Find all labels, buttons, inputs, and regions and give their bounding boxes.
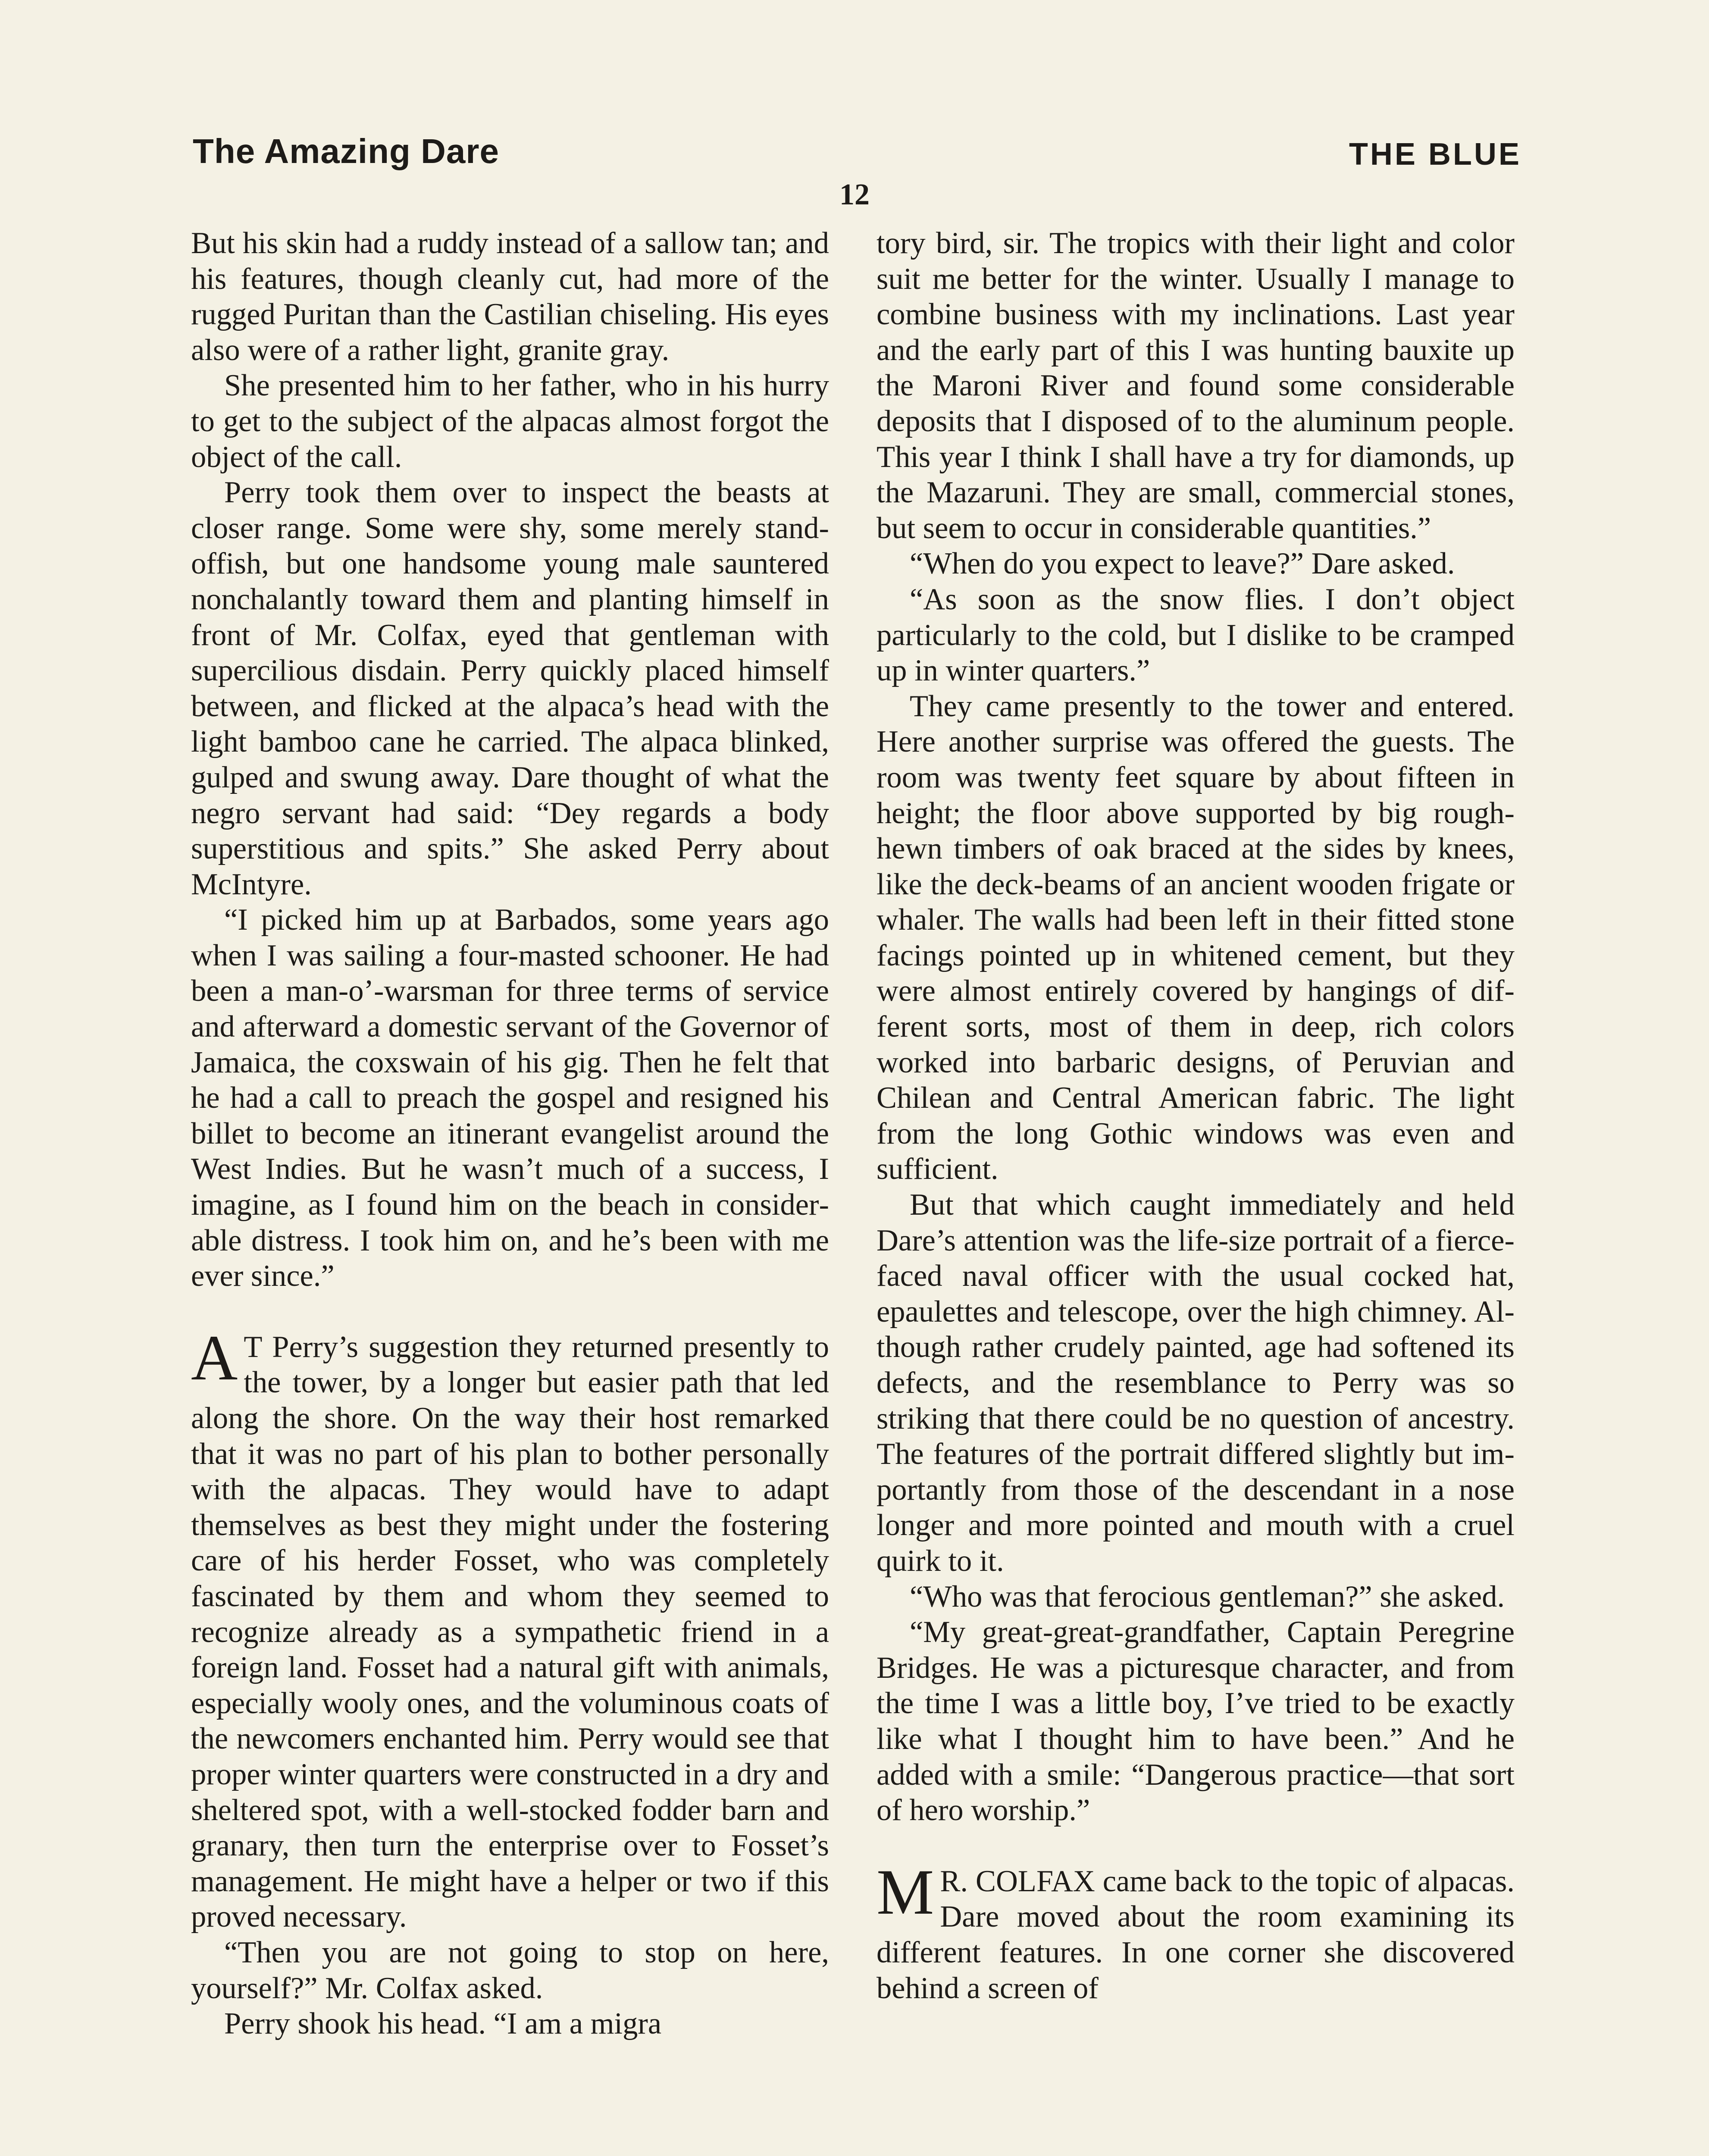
page-number: 12 bbox=[839, 178, 870, 211]
paragraph: “My great-great-grandfather, Captain Peregrine Bridges. He was a picturesque character, and from the time I was a little boy, I’ve tried to be exactly like what I thought him to have been.” And he added with a smile: “Dangerous practice—that sort of hero worship.” bbox=[876, 1615, 1515, 1827]
section-paragraph bbox=[876, 1856, 1515, 2006]
paragraph: “Then you are not going to stop on here, yourself?” Mr. Colfax asked. bbox=[191, 1935, 829, 2005]
left-column bbox=[191, 226, 829, 2042]
paragraph: She presented him to her father, who in his hurry to get to the subject of the alpacas almost forgot the object of the call. bbox=[191, 369, 829, 474]
section-paragraph bbox=[191, 1322, 829, 1935]
paragraph: They came presently to the tower and entered. Here another surprise was offered the guests. The room was twenty feet square by about fifteen in height; the floor above supported by big rough-hewn timbers of oak braced at the sides by knees, like the deck-beams of an ancient wooden frigate or whaler. The walls had been left in their fitted stone facings pointed up in whitened cement, but they were almost entirely covered by hangings of different sorts, most of them in deep, rich colors worked into barbaric designs, of Peruvian and Chilean and Central American fabric. The light from the long Gothic windows was even and sufficient. bbox=[876, 689, 1515, 1186]
paragraph: But that which caught immediately and held Dare’s attention was the life-size portrait of a fierce-faced naval officer with the usual cocked hat, epaulettes and telescope, over the high chimney. Although rather crudely painted, age had softened its defects, and the resemblance to Perry was so striking that there could be no question of ancestry. The features of the portrait differed slightly but importantly from those of the descendant in a nose longer and more pointed and mouth with a cruel quirk to it. bbox=[876, 1188, 1515, 1578]
right-column bbox=[876, 226, 1515, 2006]
paragraph: “I picked him up at Barbados, some years ago when I was sailing a four-masted schooner. He had been a man-o’-warsman for three terms of service and afterward a domestic servant of the Governor of Jamaica, the coxswain of his gig. Then he felt that he had a call to preach the gospel and resigned his billet to become an itinerant evangelist around the West Indies. But he wasn’t much of a success, I imagine, as I found him on the beach in considerable distress. I took him on, and he’s been with me ever since.” bbox=[191, 903, 829, 1293]
paragraph: “As soon as the snow flies. I don’t object particularly to the cold, but I dislike to be cramped up in winter quarters.” bbox=[876, 582, 1515, 688]
paragraph: Perry shook his head. “I am a migra bbox=[224, 2007, 662, 2041]
drop-cap: A bbox=[191, 1322, 238, 1394]
drop-cap: M bbox=[876, 1856, 934, 1928]
paragraph: “Who was that ferocious gentleman?” she asked. bbox=[910, 1579, 1505, 1614]
paragraph: “When do you expect to leave?” Dare asked. bbox=[910, 547, 1455, 581]
paragraph-text: R. COLFAX came back to the topic of alpacas. Dare moved about the room examining its different features. In one corner she discovered behind a screen of bbox=[876, 1864, 1515, 2005]
paragraph: tory bird, sir. The tropics with their light and color suit me better for the winter. Usually I manage to combine business with my inclinations. Last year and the early part of this I was hunting bauxite up the Maroni River and found some considerable deposits that I disposed of to the aluminum people. This year I think I shall have a try for diamonds, up the Mazaruni. They are small, commercial stones, but seem to occur in considerable quantities.” bbox=[876, 226, 1515, 545]
paragraph: But his skin had a ruddy instead of a sallow tan; and his features, though cleanly cut, had more of the rugged Puritan than the Castilian chiseling. His eyes also were of a rather light, granite gray. bbox=[191, 226, 829, 367]
running-title: The Amazing Dare bbox=[193, 132, 499, 170]
paragraph: Perry took them over to inspect the beasts at closer range. Some were shy, some merely stand-offish, but one handsome young male sauntered nonchalantly toward them and planting himself in front of Mr. Colfax, eyed that gentleman with supercilious disdain. Perry quickly placed himself between, and flicked at the alpaca’s head with the light bamboo cane he carried. The alpaca blinked, gulped and swung away. Dare thought of what the negro servant had said: “Dey regards a body superstitious and spits.” She asked Perry about McIntyre. bbox=[191, 476, 829, 901]
magazine-title: THE BLUE bbox=[1349, 137, 1521, 172]
paragraph-text: T Perry’s suggestion they returned presently to the tower, by a longer but easier path that led along the shore. On the way their host remarked that it was no part of his plan to bother personally with the alpacas. They would have to adapt themselves as best they might under the fostering care of his herder Fosset, who was completely fascinated by them and whom they seemed to recognize already as a sympathetic friend in a foreign land. Fosset had a natural gift with animals, especially wooly ones, and the voluminous coats of the newcomers enchanted him. Perry would see that proper winter quarters were constructed in a dry and sheltered spot, with a well-stocked fodder barn and granary, then turn the enterprise over to Fosset’s management. He might have a helper or two if this proved necessary. bbox=[191, 1330, 829, 1934]
